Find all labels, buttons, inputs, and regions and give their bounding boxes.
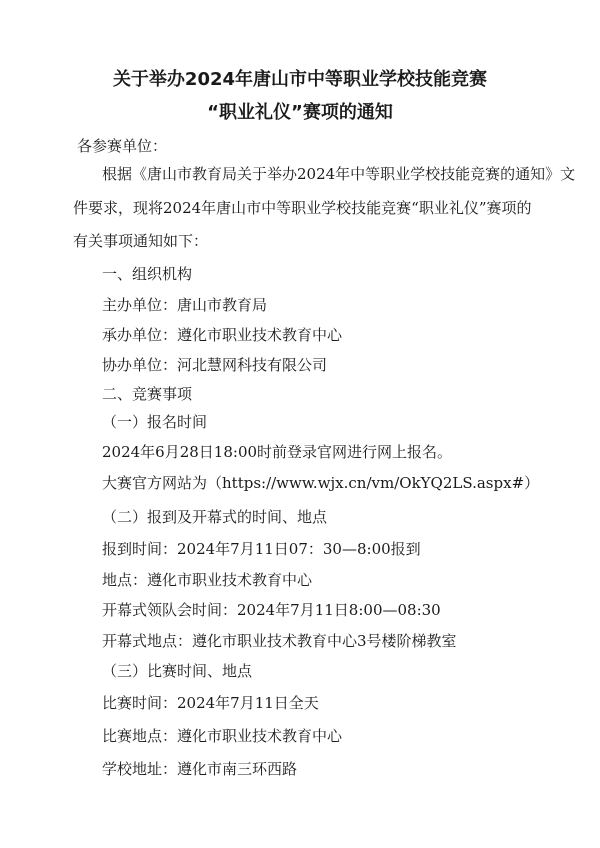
registration-deadline-line: 2024年6月28日18:00时前登录官网进行网上报名。 bbox=[102, 443, 453, 461]
salutation: 各参赛单位： bbox=[77, 137, 168, 155]
organizer-line: 主办单位：唐山市教育局 bbox=[102, 296, 268, 314]
intro-paragraph-line-1: 根据《唐山市教育局关于举办2024年中等职业学校技能竞赛的通知》文 bbox=[102, 165, 576, 183]
co-organizer-line: 协办单位：河北慧网科技有限公司 bbox=[102, 356, 328, 374]
section-heading-competition: 二、竞赛事项 bbox=[102, 385, 193, 403]
document-title-line-2: “职业礼仪”赛项的通知 bbox=[207, 102, 393, 123]
checkin-time-line: 报到时间：2024年7月11日07：30—8:00报到 bbox=[102, 540, 421, 558]
intro-paragraph-line-3: 有关事项通知如下： bbox=[73, 232, 209, 250]
document-title-line-1: 关于举办2024年唐山市中等职业学校技能竞赛 bbox=[112, 69, 488, 90]
subsection-heading-registration: （一）报名时间 bbox=[102, 413, 208, 431]
ceremony-place-line: 开幕式地点：遵化市职业技术教育中心3号楼阶梯教室 bbox=[102, 632, 457, 650]
competition-place-line: 比赛地点：遵化市职业技术教育中心 bbox=[102, 727, 343, 745]
section-heading-organization: 一、组织机构 bbox=[102, 265, 193, 283]
checkin-place-line: 地点：遵化市职业技术教育中心 bbox=[102, 571, 313, 589]
competition-time-line: 比赛时间：2024年7月11日全天 bbox=[102, 694, 319, 712]
official-website-line: 大赛官方网站为（https://www.wjx.cn/vm/OkYQ2LS.aspx#） bbox=[102, 474, 540, 492]
undertaker-line: 承办单位：遵化市职业技术教育中心 bbox=[102, 326, 343, 344]
intro-paragraph-line-2: 件要求，现将2024年唐山市中等职业学校技能竞赛“职业礼仪”赛项的 bbox=[73, 199, 532, 217]
subsection-heading-checkin: （二）报到及开幕式的时间、地点 bbox=[102, 508, 328, 526]
subsection-heading-competition-time: （三）比赛时间、地点 bbox=[102, 662, 253, 680]
ceremony-meeting-time-line: 开幕式领队会时间：2024年7月11日8:00—08:30 bbox=[102, 601, 441, 619]
school-address-line: 学校地址：遵化市南三环西路 bbox=[102, 760, 298, 778]
